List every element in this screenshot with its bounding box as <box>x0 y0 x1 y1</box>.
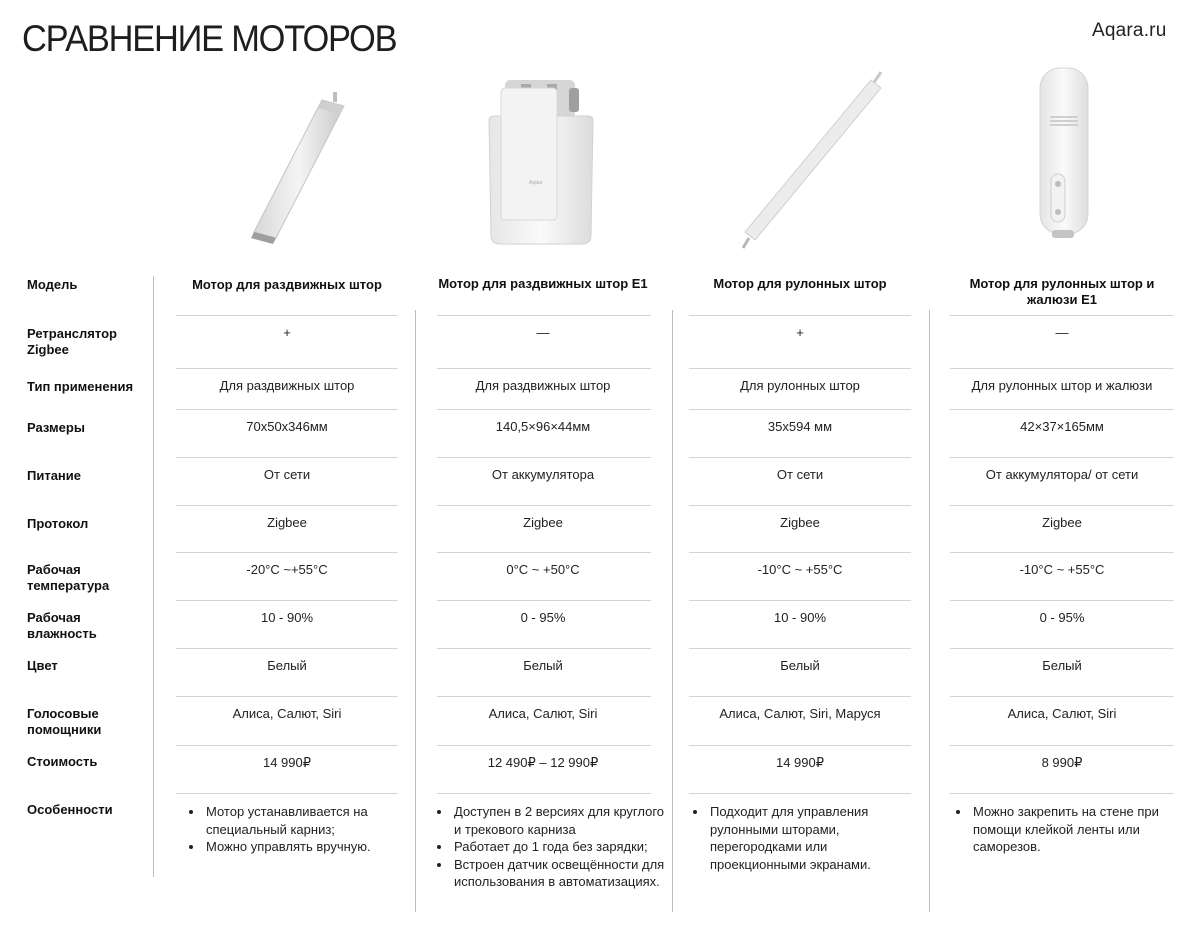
row-separator <box>437 315 651 316</box>
svg-text:Aqara: Aqara <box>529 180 543 186</box>
feature-item: • Подходит для управления рулонными шторами, перегородками или проекционными экранами. <box>708 803 908 873</box>
row-separator <box>176 745 398 746</box>
row-separator <box>689 552 911 553</box>
price-value: 8 990₽ <box>1041 755 1083 770</box>
column-divider <box>929 310 930 912</box>
color-value: Белый <box>1042 658 1082 673</box>
row-separator <box>437 552 651 553</box>
row-separator <box>950 745 1174 746</box>
assistants-value: Алиса, Салют, Siri <box>1007 706 1117 721</box>
color-value: Белый <box>267 658 307 673</box>
power-value: От сети <box>263 467 311 482</box>
feature-item: • Мотор устанавливается на специальный карниз; <box>204 803 404 838</box>
power-value: От сети <box>776 467 824 482</box>
row-separator <box>437 696 651 697</box>
color-value: Белый <box>523 658 563 673</box>
row-label-features: Особенности <box>27 802 113 817</box>
row-separator <box>689 315 911 316</box>
assistants-value: Алиса, Салют, Siri, Маруся <box>719 706 881 721</box>
zigbee-repeater-value: + <box>796 325 804 340</box>
curtain-rail-motor-image <box>240 88 360 246</box>
zigbee-repeater-value: — <box>1055 325 1069 340</box>
row-separator <box>176 648 398 649</box>
assistants-value: Алиса, Салют, Siri <box>488 706 598 721</box>
humidity-value: 10 - 90% <box>260 610 314 625</box>
feature-item: • Работает до 1 года без зарядки; <box>452 838 666 856</box>
roller-shade-motor-image <box>735 66 895 252</box>
zigbee-repeater-value: — <box>536 325 550 340</box>
curtain-driver-e1-image <box>487 76 595 248</box>
row-separator <box>950 457 1174 458</box>
row-separator <box>176 600 398 601</box>
row-separator <box>689 368 911 369</box>
row-separator <box>950 505 1174 506</box>
row-separator <box>950 552 1174 553</box>
model-name: Мотор для рулонных штор и жалюзи E1 <box>969 276 1155 307</box>
price-value: 14 990₽ <box>262 755 312 770</box>
model-name: Мотор для рулонных штор <box>713 276 887 291</box>
row-label-color: Цвет <box>27 658 58 673</box>
row-separator <box>950 793 1174 794</box>
column-divider <box>415 310 416 912</box>
row-separator <box>689 505 911 506</box>
row-separator <box>176 457 398 458</box>
dimensions-value: 140,5×96×44мм <box>495 419 591 434</box>
row-label-price: Стоимость <box>27 754 98 769</box>
row-separator <box>950 368 1174 369</box>
assistants-value: Алиса, Салют, Siri <box>232 706 342 721</box>
temperature-value: -10°C ~ +55°C <box>757 562 843 577</box>
brand-logo: Aqara.ru <box>1092 20 1167 41</box>
row-separator <box>950 648 1174 649</box>
row-label-protocol: Протокол <box>27 516 89 531</box>
row-separator <box>689 745 911 746</box>
row-separator <box>176 315 398 316</box>
features-list <box>957 803 1181 856</box>
protocol-value: Zigbee <box>1042 515 1082 530</box>
humidity-value: 0 - 95% <box>1039 610 1085 625</box>
row-separator <box>176 409 398 410</box>
zigbee-repeater-value: + <box>283 325 291 340</box>
row-separator <box>689 457 911 458</box>
row-separator <box>950 409 1174 410</box>
row-label-usage: Тип применения <box>27 379 134 394</box>
dimensions-value: 70x50x346мм <box>246 419 328 434</box>
row-separator <box>176 552 398 553</box>
row-separator <box>437 368 651 369</box>
row-separator <box>437 648 651 649</box>
row-separator <box>689 409 911 410</box>
row-label-temperature: Рабочая температура <box>27 562 110 593</box>
row-separator <box>176 793 398 794</box>
model-name: Мотор для раздвижных штор E1 <box>438 276 648 291</box>
protocol-value: Zigbee <box>523 515 563 530</box>
dimensions-value: 35x594 мм <box>767 419 833 434</box>
column-divider <box>153 276 154 877</box>
usage-value: Для раздвижных штор <box>219 378 355 393</box>
row-label-power: Питание <box>27 468 82 483</box>
power-value: От аккумулятора/ от сети <box>985 467 1139 482</box>
usage-value: Для рулонных штор <box>740 378 860 393</box>
column-divider <box>672 310 673 912</box>
row-separator <box>437 409 651 410</box>
page-title: СРАВНЕНИЕ МОТОРОВ <box>22 18 397 59</box>
protocol-value: Zigbee <box>267 515 307 530</box>
row-separator <box>950 315 1174 316</box>
color-value: Белый <box>780 658 820 673</box>
usage-value: Для раздвижных штор <box>475 378 611 393</box>
temperature-value: -10°C ~ +55°C <box>1019 562 1105 577</box>
feature-item: • Можно управлять вручную. <box>204 838 404 856</box>
row-separator <box>437 457 651 458</box>
row-separator <box>950 696 1174 697</box>
row-separator <box>437 793 651 794</box>
row-separator <box>950 600 1174 601</box>
feature-item: • Можно закрепить на стене при помощи клейкой ленты или саморезов. <box>971 803 1181 856</box>
model-name: Мотор для раздвижных штор <box>192 277 382 292</box>
feature-item: • Доступен в 2 версиях для круглого и трекового карниза <box>452 803 666 838</box>
usage-value: Для рулонных штор и жалюзи <box>971 378 1153 393</box>
humidity-value: 0 - 95% <box>520 610 566 625</box>
row-label-zigbee-repeater: Ретранслятор Zigbee <box>27 326 117 357</box>
row-label-model: Модель <box>27 277 78 292</box>
row-separator <box>689 648 911 649</box>
dimensions-value: 42×37×165мм <box>1020 419 1104 434</box>
temperature-value: -20°C ~+55°C <box>246 562 328 577</box>
protocol-value: Zigbee <box>780 515 820 530</box>
row-separator <box>176 368 398 369</box>
roller-shade-driver-e1-image <box>1036 66 1092 242</box>
row-label-assistants: Голосовые помощники <box>27 706 102 737</box>
row-separator <box>689 793 911 794</box>
row-separator <box>689 600 911 601</box>
row-separator <box>437 600 651 601</box>
row-separator <box>437 505 651 506</box>
price-value: 14 990₽ <box>775 755 825 770</box>
row-separator <box>176 505 398 506</box>
row-label-dimensions: Размеры <box>27 420 85 435</box>
power-value: От аккумулятора <box>491 467 595 482</box>
features-list <box>694 803 908 873</box>
temperature-value: 0°C ~ +50°C <box>506 562 580 577</box>
feature-item: • Встроен датчик освещённости для использования в автоматизациях. <box>452 856 666 891</box>
row-separator <box>176 696 398 697</box>
features-list <box>438 803 666 891</box>
row-label-humidity: Рабочая влажность <box>27 610 97 641</box>
price-value: 12 490₽ – 12 990₽ <box>487 755 599 770</box>
features-list <box>190 803 404 856</box>
humidity-value: 10 - 90% <box>773 610 827 625</box>
row-separator <box>437 745 651 746</box>
row-separator <box>689 696 911 697</box>
